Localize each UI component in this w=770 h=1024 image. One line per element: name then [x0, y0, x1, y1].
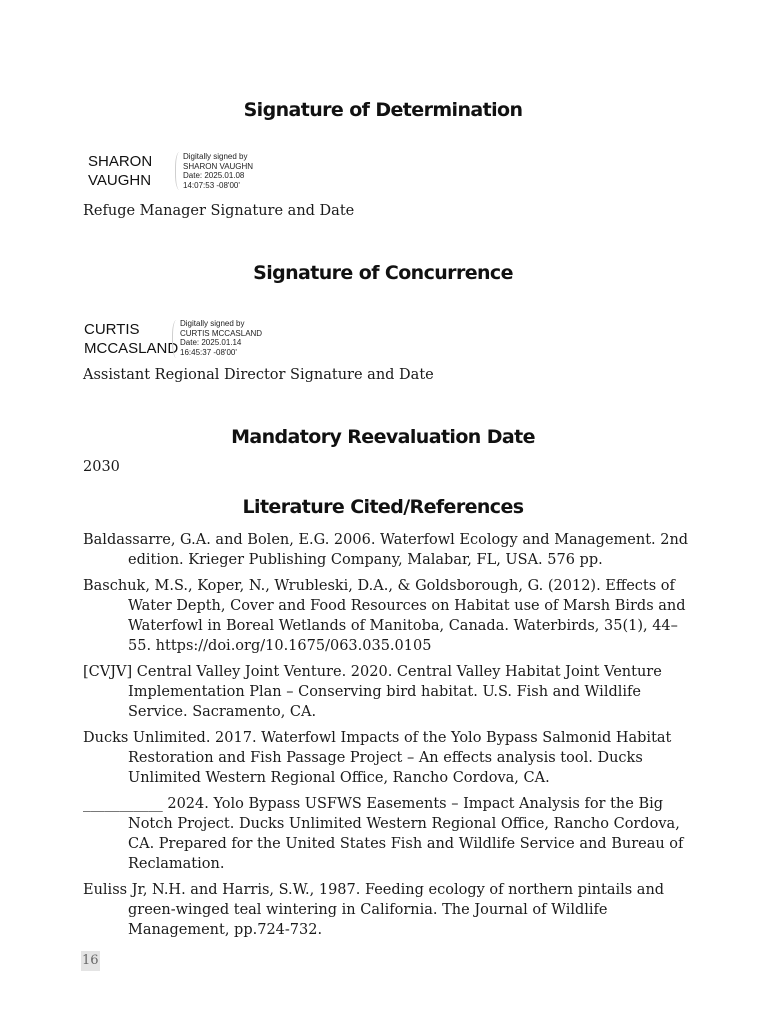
refuge-manager-caption: Refuge Manager Signature and Date — [83, 203, 355, 219]
signer-name-line2: VAUGHN — [88, 172, 152, 189]
signature-detail-2: CURTIS MCCASLAND — [180, 328, 263, 338]
references-heading: Literature Cited/References — [242, 496, 524, 518]
signer-name-line1: CURTIS — [84, 321, 140, 338]
reevaluation-heading: Mandatory Reevaluation Date — [231, 426, 535, 448]
signature-detail-1: Digitally signed by — [183, 152, 248, 161]
signer-name-line2: MCCASLAND — [84, 340, 179, 357]
reference-entry: ___________ 2024. Yolo Bypass USFWS Easements – Impact Analysis for the Big Notch Project. Ducks Unlimited Western Regional Office, Rancho Cordova, CA. Prepared for the United States Fish and Wildlife Service and Bureau of Reclamation. — [83, 796, 684, 872]
signature-detail-1: Digitally signed by — [180, 319, 245, 328]
reference-entry: [CVJV] Central Valley Joint Venture. 2020. Central Valley Habitat Joint Venture Implementation Plan – Conserving bird habitat. U.S. Fish and Wildlife Service. Sacramento, CA. — [83, 664, 662, 720]
reference-entry: Baldassarre, G.A. and Bolen, E.G. 2006. Waterfowl Ecology and Management. 2nd edition. Krieger Publishing Company, Malabar, FL, USA. 576 pp. — [83, 532, 689, 568]
signature-detail-4: 14:07:53 -08'00' — [183, 180, 240, 190]
references-list — [83, 530, 698, 946]
reference-entry: Euliss Jr, N.H. and Harris, S.W., 1987. Feeding ecology of northern pintails and green-winged teal wintering in California. The Journal of Wildlife Management, pp.724-732. — [83, 882, 665, 938]
signature-detail-3: Date: 2025.01.08 — [183, 171, 245, 180]
determination-heading: Signature of Determination — [243, 99, 523, 121]
reference-entry: Baschuk, M.S., Koper, N., Wrubleski, D.A., & Goldsborough, G. (2012). Effects of Water Depth, Cover and Food Resources on Habitat use of Marsh Birds and Waterfowl in Boreal Wetlands of Manitoba, Canada. Waterbirds, 35(1), 44–55. https://doi.org/10.1675/063.035.0105 — [83, 578, 686, 654]
page-number: 16 — [81, 951, 100, 971]
reference-entry: Ducks Unlimited. 2017. Waterfowl Impacts of the Yolo Bypass Salmonid Habitat Restoration and Fish Passage Project – An effects analysis tool. Ducks Unlimited Western Regional Office, Rancho Cordova, CA. — [83, 730, 672, 786]
signature-detail-3: Date: 2025.01.14 — [180, 338, 242, 347]
signature-detail-4: 16:45:37 -08'00' — [180, 347, 237, 357]
assistant-director-caption: Assistant Regional Director Signature and Date — [83, 367, 434, 383]
signer-name-line1: SHARON — [88, 153, 153, 170]
signature-detail-2: SHARON VAUGHN — [183, 161, 254, 171]
reevaluation-year: 2030 — [83, 459, 120, 475]
concurrence-heading: Signature of Concurrence — [253, 262, 513, 284]
